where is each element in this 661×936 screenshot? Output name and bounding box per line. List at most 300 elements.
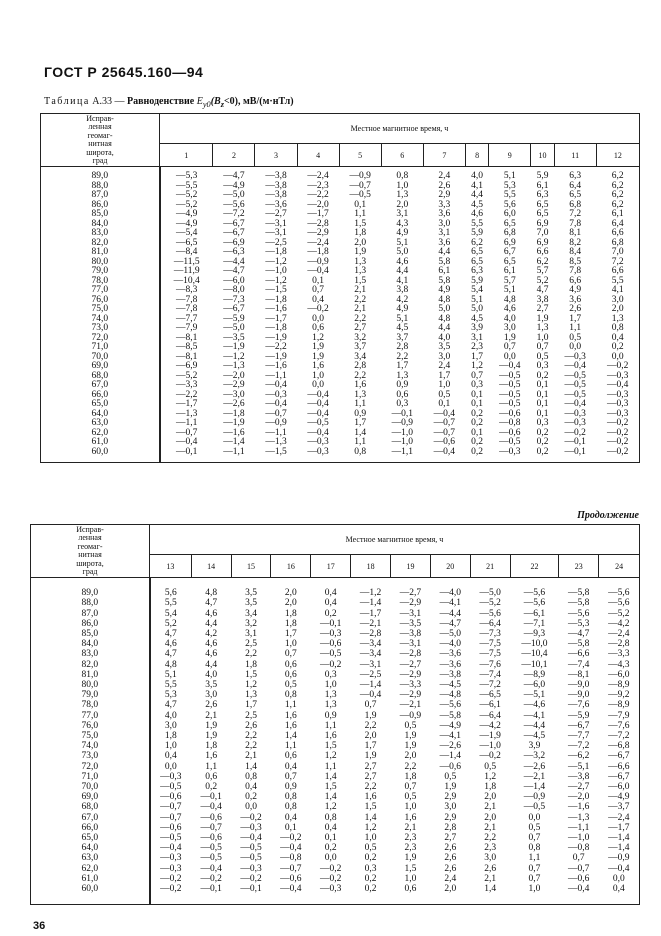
- table-row: [41, 201, 640, 211]
- value-cell: 6,8: [503, 228, 516, 238]
- table-row: [31, 864, 640, 874]
- value-cell: —9,3: [523, 629, 546, 639]
- value-cell: —7,5: [479, 639, 501, 650]
- value-cell: 0,5: [284, 680, 297, 691]
- value-cell: —0,4: [433, 408, 456, 419]
- latitude-cell: 79,0: [31, 690, 150, 700]
- value-cell: 5,5: [164, 598, 177, 609]
- value-cell: 0,8: [611, 323, 624, 333]
- value-cell: 6,1: [503, 266, 516, 276]
- value-cell: 0,8: [284, 690, 297, 701]
- value-cell: 2,6: [205, 700, 218, 711]
- value-cell: 1,3: [396, 370, 409, 381]
- value-cell: —7,6: [568, 700, 590, 711]
- table-row: [41, 277, 640, 287]
- value-cell: 0,2: [364, 873, 377, 884]
- value-cell: —1,4: [439, 751, 461, 762]
- value-cell: 1,6: [324, 731, 337, 742]
- latitude-cell: 89,0: [31, 588, 150, 598]
- table-row: [41, 419, 640, 429]
- local-magnetic-time-header: Местное магнитное время, ч: [150, 525, 640, 555]
- value-cell: —0,4: [499, 361, 521, 371]
- value-cell: 0,1: [284, 822, 297, 833]
- latitude-cell: 88,0: [41, 182, 160, 192]
- value-cell: 2,6: [569, 304, 582, 314]
- value-cell: 2,2: [354, 294, 367, 305]
- latitude-cell: 63,0: [41, 419, 160, 429]
- value-cell: 5,7: [503, 275, 516, 286]
- value-cell: —1,0: [265, 266, 287, 276]
- value-cell: —8,9: [608, 680, 630, 691]
- table-row: [41, 229, 640, 239]
- value-cell: 2,7: [354, 323, 367, 333]
- value-cell: 2,2: [245, 649, 257, 660]
- value-cell: 0,9: [354, 408, 367, 419]
- value-cell: —1,9: [223, 342, 245, 352]
- value-cell: —2,6: [523, 761, 546, 772]
- value-cell: 2,1: [205, 710, 218, 721]
- value-cell: —1,7: [359, 608, 382, 619]
- value-cell: 1,4: [354, 427, 367, 438]
- value-cell: —8,1: [176, 351, 198, 362]
- hour-column-header: 3: [255, 144, 297, 167]
- value-cell: —0,1: [176, 446, 198, 457]
- value-cell: 3,2: [354, 332, 367, 343]
- caption-symbol: E: [196, 96, 203, 107]
- value-cell: 1,1: [569, 323, 582, 333]
- value-cell: 3,0: [438, 351, 451, 362]
- value-cell: —4,2: [608, 618, 630, 629]
- value-cell: 6,5: [471, 247, 483, 257]
- value-cell: 0,6: [205, 771, 218, 782]
- value-cell: —2,9: [307, 228, 329, 238]
- latitude-cell: 85,0: [31, 629, 150, 639]
- value-cell: 1,8: [205, 741, 218, 752]
- hour-column-header: 24: [599, 555, 640, 578]
- table-row: [41, 258, 640, 268]
- value-cell: 0,2: [536, 446, 549, 457]
- value-cell: —0,4: [564, 399, 586, 409]
- table-row: [41, 343, 640, 353]
- value-cell: 1,7: [438, 370, 451, 381]
- value-cell: 4,9: [396, 228, 409, 238]
- latitude-header-line: геомаг-: [77, 541, 103, 551]
- value-cell: 3,6: [569, 294, 582, 305]
- value-cell: 0,6: [284, 669, 297, 680]
- value-cell: —0,2: [320, 863, 342, 874]
- value-cell: —7,4: [568, 659, 590, 670]
- value-cell: 1,0: [312, 370, 325, 381]
- value-cell: —3,1: [359, 659, 382, 670]
- value-cell: —0,3: [240, 863, 262, 874]
- value-cell: 6,6: [611, 266, 624, 276]
- value-cell: —1,8: [307, 247, 329, 257]
- value-cell: 8,5: [569, 256, 582, 267]
- value-cell: 0,7: [536, 342, 549, 352]
- value-cell: 0,8: [324, 812, 337, 823]
- value-cell: 1,2: [471, 361, 483, 371]
- value-cell: 1,5: [354, 218, 367, 229]
- value-cell: 1,0: [528, 884, 541, 895]
- table-row: [31, 762, 640, 772]
- value-cell: 2,1: [354, 285, 367, 295]
- value-cell: 0,0: [569, 342, 582, 352]
- value-cell: —0,3: [240, 822, 262, 833]
- value-cell: 0,3: [364, 863, 377, 874]
- value-cell: —7,1: [523, 618, 546, 629]
- value-cell: 0,0: [312, 313, 325, 324]
- value-cell: —8,9: [523, 669, 546, 680]
- value-cell: 0,7: [471, 370, 483, 381]
- value-cell: 7,8: [569, 266, 582, 276]
- latitude-header: [31, 525, 150, 578]
- value-cell: —0,7: [160, 812, 182, 823]
- value-cell: —1,2: [265, 275, 287, 286]
- latitude-cell: 64,0: [31, 843, 150, 853]
- table-row: [31, 721, 640, 731]
- latitude-header-line: Исправ-: [86, 113, 114, 123]
- value-cell: —0,4: [433, 446, 456, 457]
- value-cell: —4,7: [568, 629, 590, 639]
- value-cell: 0,6: [284, 751, 297, 762]
- value-cell: 0,5: [444, 771, 457, 782]
- value-cell: —0,4: [307, 408, 329, 419]
- value-cell: 6,3: [471, 266, 483, 276]
- latitude-cell: 85,0: [41, 210, 160, 220]
- latitude-cell: 78,0: [41, 277, 160, 287]
- latitude-cell: 74,0: [41, 315, 160, 325]
- latitude-cell: 76,0: [31, 721, 150, 731]
- table-row: [41, 210, 640, 220]
- value-cell: —0,3: [606, 370, 629, 381]
- value-cell: 0,2: [364, 884, 377, 895]
- table-row: [31, 619, 640, 629]
- value-cell: 2,2: [364, 782, 377, 793]
- value-cell: 2,1: [484, 802, 497, 813]
- value-cell: 1,9: [503, 332, 516, 343]
- value-cell: —8,9: [608, 700, 630, 711]
- value-cell: 1,2: [324, 751, 337, 762]
- value-cell: 0,8: [354, 446, 367, 457]
- value-cell: —0,9: [307, 256, 329, 267]
- value-cell: —7,4: [479, 669, 501, 680]
- value-cell: —3,5: [223, 332, 245, 343]
- value-cell: —7,5: [479, 649, 501, 660]
- value-cell: 0,1: [536, 399, 549, 409]
- value-cell: 0,0: [528, 812, 541, 823]
- value-cell: —8,5: [176, 342, 198, 352]
- caption-cond-sub: z: [220, 100, 224, 109]
- value-cell: 0,0: [164, 761, 177, 772]
- value-cell: —0,5: [499, 399, 521, 409]
- value-cell: 0,5: [364, 843, 377, 854]
- value-cell: 1,8: [284, 608, 297, 619]
- value-cell: —3,3: [399, 680, 422, 691]
- value-cell: —0,3: [606, 389, 629, 400]
- value-cell: 3,1: [245, 629, 257, 639]
- value-cell: 3,6: [438, 237, 451, 248]
- value-cell: 2,7: [364, 761, 377, 772]
- latitude-cell: 74,0: [31, 741, 150, 751]
- value-cell: 0,9: [284, 782, 297, 793]
- hour-column-header: 8: [465, 144, 488, 167]
- value-cell: 5,5: [471, 218, 483, 229]
- value-cell: 6,2: [611, 190, 624, 200]
- spacer-cell: [150, 578, 640, 589]
- value-cell: —0,3: [160, 771, 182, 782]
- value-cell: 0,5: [404, 792, 417, 803]
- value-cell: —7,2: [568, 741, 590, 752]
- value-cell: —3,2: [523, 751, 546, 762]
- value-cell: —2,7: [399, 588, 422, 599]
- value-cell: 6,3: [569, 171, 582, 181]
- value-cell: 6,8: [569, 199, 582, 210]
- value-cell: —0,7: [176, 427, 198, 438]
- value-cell: —0,5: [499, 437, 521, 447]
- value-cell: 0,4: [164, 751, 177, 762]
- latitude-cell: 72,0: [41, 334, 160, 344]
- value-cell: —3,3: [176, 380, 198, 390]
- value-cell: —3,6: [265, 199, 287, 210]
- value-cell: —0,4: [265, 380, 287, 390]
- value-cell: —6,0: [223, 275, 245, 286]
- value-cell: 1,0: [284, 639, 297, 650]
- value-cell: 0,4: [245, 782, 257, 793]
- value-cell: 5,1: [471, 294, 483, 305]
- caption-symbol-sub: у0: [202, 100, 211, 109]
- value-cell: 1,8: [404, 771, 417, 782]
- table-row: [41, 191, 640, 201]
- value-cell: 0,5: [528, 822, 541, 833]
- value-cell: —0,5: [240, 853, 262, 864]
- value-cell: 4,6: [503, 304, 516, 314]
- value-cell: —0,4: [307, 266, 329, 276]
- value-cell: —6,6: [608, 761, 630, 772]
- value-cell: —9,2: [608, 690, 630, 701]
- latitude-header-line: ленная: [88, 122, 112, 131]
- value-cell: —2,3: [307, 180, 329, 191]
- value-cell: 1,1: [284, 700, 297, 711]
- value-cell: 6,2: [536, 256, 549, 267]
- value-cell: 0,5: [404, 720, 417, 731]
- latitude-cell: 61,0: [41, 438, 160, 448]
- value-cell: 8,2: [569, 237, 582, 248]
- value-cell: —5,6: [439, 700, 461, 711]
- value-cell: 4,2: [396, 294, 409, 305]
- latitude-cell: 86,0: [31, 619, 150, 629]
- value-cell: 1,3: [354, 266, 367, 276]
- hour-column-header: 5: [339, 144, 381, 167]
- value-cell: —3,8: [568, 771, 590, 782]
- value-cell: 0,3: [471, 380, 483, 390]
- value-cell: 2,5: [245, 710, 257, 721]
- value-cell: —3,6: [439, 659, 461, 670]
- value-cell: —6,4: [479, 618, 501, 629]
- value-cell: —0,9: [265, 418, 287, 428]
- value-cell: 5,1: [164, 669, 177, 680]
- caption-units: мВ/(м·нТл): [242, 96, 294, 107]
- latitude-cell: 80,0: [31, 680, 150, 690]
- value-cell: 1,6: [284, 710, 297, 721]
- value-cell: —7,3: [479, 629, 501, 639]
- value-cell: 1,3: [536, 323, 549, 333]
- latitude-cell: 88,0: [31, 598, 150, 608]
- value-cell: 1,9: [536, 313, 549, 324]
- latitude-cell: 72,0: [31, 762, 150, 772]
- value-cell: 0,1: [312, 275, 325, 286]
- value-cell: 3,0: [205, 690, 218, 701]
- value-cell: —6,5: [176, 237, 198, 248]
- value-cell: 7,0: [536, 228, 549, 238]
- value-cell: —0,4: [176, 437, 198, 447]
- value-cell: 0,3: [324, 669, 337, 680]
- value-cell: —6,7: [608, 771, 630, 782]
- value-cell: 0,7: [364, 700, 377, 711]
- value-cell: —5,8: [568, 598, 590, 609]
- hour-column-header: 9: [489, 144, 531, 167]
- table-row: [41, 248, 640, 258]
- value-cell: 2,6: [484, 863, 497, 874]
- value-cell: —0,5: [200, 843, 222, 854]
- value-cell: 0,4: [324, 822, 337, 833]
- latitude-cell: 69,0: [31, 792, 150, 802]
- value-cell: 0,2: [205, 782, 218, 793]
- value-cell: 6,5: [569, 190, 582, 200]
- value-cell: 1,4: [324, 792, 337, 803]
- value-cell: —0,6: [499, 408, 521, 419]
- value-cell: —0,4: [200, 802, 222, 813]
- value-cell: 3,4: [354, 351, 367, 362]
- value-cell: 1,0: [438, 380, 451, 390]
- value-cell: 2,2: [245, 731, 257, 742]
- spacer-cell: [41, 457, 160, 463]
- value-cell: 5,5: [611, 275, 624, 286]
- value-cell: 4,7: [164, 649, 177, 660]
- value-cell: 2,0: [484, 812, 497, 823]
- value-cell: —0,2: [320, 873, 342, 884]
- hour-column-header: 21: [470, 555, 510, 578]
- value-cell: —5,3: [176, 171, 198, 181]
- value-cell: 1,0: [404, 873, 417, 884]
- value-cell: 1,9: [312, 342, 325, 352]
- value-cell: —4,8: [439, 690, 461, 701]
- value-cell: —1,6: [265, 304, 287, 314]
- value-cell: —0,5: [349, 190, 371, 200]
- value-cell: —4,3: [608, 659, 630, 670]
- value-cell: —5,2: [608, 608, 630, 619]
- value-cell: 0,1: [324, 833, 337, 844]
- latitude-cell: 86,0: [41, 201, 160, 211]
- value-cell: —4,1: [439, 598, 461, 609]
- value-cell: —2,6: [223, 399, 245, 409]
- value-cell: 1,1: [324, 720, 337, 731]
- table-row: [31, 700, 640, 710]
- value-cell: —0,2: [320, 659, 342, 670]
- value-cell: —3,5: [399, 618, 422, 629]
- value-cell: —1,3: [223, 361, 245, 371]
- value-cell: —1,0: [391, 437, 413, 447]
- value-cell: 3,5: [205, 680, 218, 691]
- value-cell: 1,6: [354, 380, 367, 390]
- value-cell: 8,4: [569, 247, 582, 257]
- table-row: [31, 813, 640, 823]
- value-cell: 3,8: [536, 294, 549, 305]
- value-cell: —0,2: [200, 873, 222, 884]
- value-cell: 1,5: [404, 863, 417, 874]
- value-cell: 6,1: [536, 180, 549, 191]
- value-cell: —3,1: [265, 218, 287, 229]
- table-row: [41, 296, 640, 306]
- value-cell: —5,9: [223, 313, 245, 324]
- value-cell: —7,2: [608, 731, 630, 742]
- value-cell: 1,0: [164, 741, 177, 752]
- value-cell: 2,0: [396, 199, 409, 210]
- value-cell: —0,5: [499, 389, 521, 400]
- value-cell: 0,2: [471, 437, 483, 447]
- value-cell: 2,2: [245, 741, 257, 752]
- value-cell: 0,6: [396, 389, 409, 400]
- value-cell: 2,7: [444, 833, 457, 844]
- hour-column-header: 10: [531, 144, 554, 167]
- latitude-cell: 79,0: [41, 267, 160, 277]
- value-cell: 5,2: [164, 618, 177, 629]
- value-cell: —6,1: [479, 700, 501, 711]
- value-cell: 4,5: [396, 323, 409, 333]
- value-cell: —0,6: [280, 873, 302, 884]
- value-cell: 1,7: [569, 313, 582, 324]
- value-cell: —0,1: [564, 437, 586, 447]
- value-cell: 0,2: [471, 408, 483, 419]
- latitude-cell: 81,0: [41, 248, 160, 258]
- value-cell: 6,9: [536, 237, 549, 248]
- value-cell: 1,5: [324, 741, 337, 752]
- value-cell: 2,3: [484, 843, 497, 854]
- value-cell: 2,6: [444, 843, 457, 854]
- value-cell: —0,3: [606, 399, 629, 409]
- latitude-header-line: град: [82, 567, 98, 576]
- value-cell: 1,5: [324, 782, 337, 793]
- value-cell: —1,2: [359, 588, 382, 599]
- value-cell: 1,7: [354, 418, 367, 428]
- value-cell: —6,7: [568, 720, 590, 731]
- value-cell: 1,8: [354, 228, 367, 238]
- value-cell: 6,5: [503, 256, 516, 267]
- value-cell: —4,5: [439, 680, 461, 691]
- value-cell: —5,6: [568, 608, 590, 619]
- value-cell: 5,2: [536, 275, 549, 286]
- value-cell: —0,5: [307, 418, 329, 428]
- value-cell: 3,1: [438, 228, 451, 238]
- value-cell: 3,4: [245, 608, 257, 619]
- value-cell: 2,1: [354, 304, 367, 314]
- value-cell: 0,2: [324, 843, 337, 854]
- hour-column-header: 11: [554, 144, 596, 167]
- value-cell: —6,8: [608, 741, 630, 752]
- latitude-cell: 75,0: [31, 731, 150, 741]
- value-cell: —6,3: [223, 247, 245, 257]
- table-row: [41, 381, 640, 391]
- value-cell: —0,5: [564, 389, 586, 400]
- value-cell: —4,7: [223, 171, 245, 181]
- latitude-cell: 81,0: [31, 670, 150, 680]
- value-cell: 6,1: [438, 266, 451, 276]
- value-cell: —2,9: [223, 380, 245, 390]
- value-cell: —0,3: [320, 629, 342, 639]
- value-cell: 4,0: [205, 669, 218, 680]
- value-cell: 5,6: [503, 199, 516, 210]
- value-cell: —6,5: [479, 690, 501, 701]
- value-cell: 1,8: [164, 731, 177, 742]
